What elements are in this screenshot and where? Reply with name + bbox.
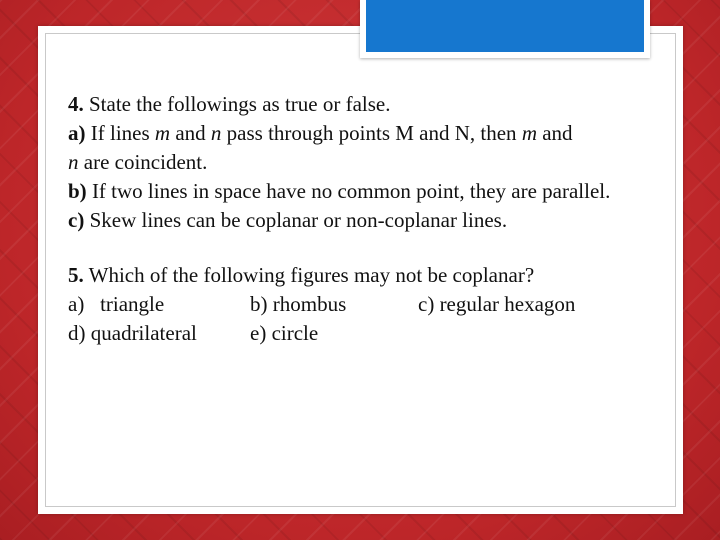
question-4-item-c xyxy=(68,206,658,235)
item-a-label: a) xyxy=(68,121,86,145)
item-c-text: Skew lines can be coplanar or non-coplanar lines. xyxy=(84,208,508,232)
item-a-text-part: pass through points M and N, then xyxy=(221,121,522,145)
line-n-symbol: n xyxy=(68,150,79,174)
question-5-number: 5. xyxy=(68,263,84,287)
title-panel-fill xyxy=(366,0,644,52)
item-a-text-part: If lines xyxy=(85,121,155,145)
option-a: a) triangle xyxy=(68,292,165,316)
question-5-text: Which of the following figures may not be coplanar? xyxy=(83,263,535,287)
spacer xyxy=(68,235,658,261)
line-m-symbol: m xyxy=(154,121,171,145)
item-a-text-part: are coincident. xyxy=(78,150,208,174)
question-4-text: State the followings as true or false. xyxy=(83,92,391,116)
question-5-options-row-2 xyxy=(68,319,658,348)
question-5-options-row-1 xyxy=(68,290,658,319)
question-4-item-a xyxy=(68,119,658,177)
option-b: b) rhombus xyxy=(250,292,347,316)
item-a-text-part: and xyxy=(170,121,211,145)
title-panel xyxy=(360,0,650,58)
line-n-symbol: n xyxy=(210,121,222,145)
question-4-number: 4. xyxy=(68,92,84,116)
item-b-label: b) xyxy=(68,179,87,203)
option-c: c) regular hexagon xyxy=(418,292,576,316)
question-5-heading xyxy=(68,261,658,290)
line-m-symbol: m xyxy=(521,121,537,145)
item-b-text: If two lines in space have no common point, they are parallel. xyxy=(86,179,611,203)
question-4-heading xyxy=(68,90,658,119)
option-d: d) quadrilateral xyxy=(68,321,197,345)
item-c-label: c) xyxy=(68,208,85,232)
option-e: e) circle xyxy=(250,321,319,345)
slide-content xyxy=(68,90,658,348)
question-4-item-b xyxy=(68,177,658,206)
item-a-text-part: and xyxy=(536,121,573,145)
